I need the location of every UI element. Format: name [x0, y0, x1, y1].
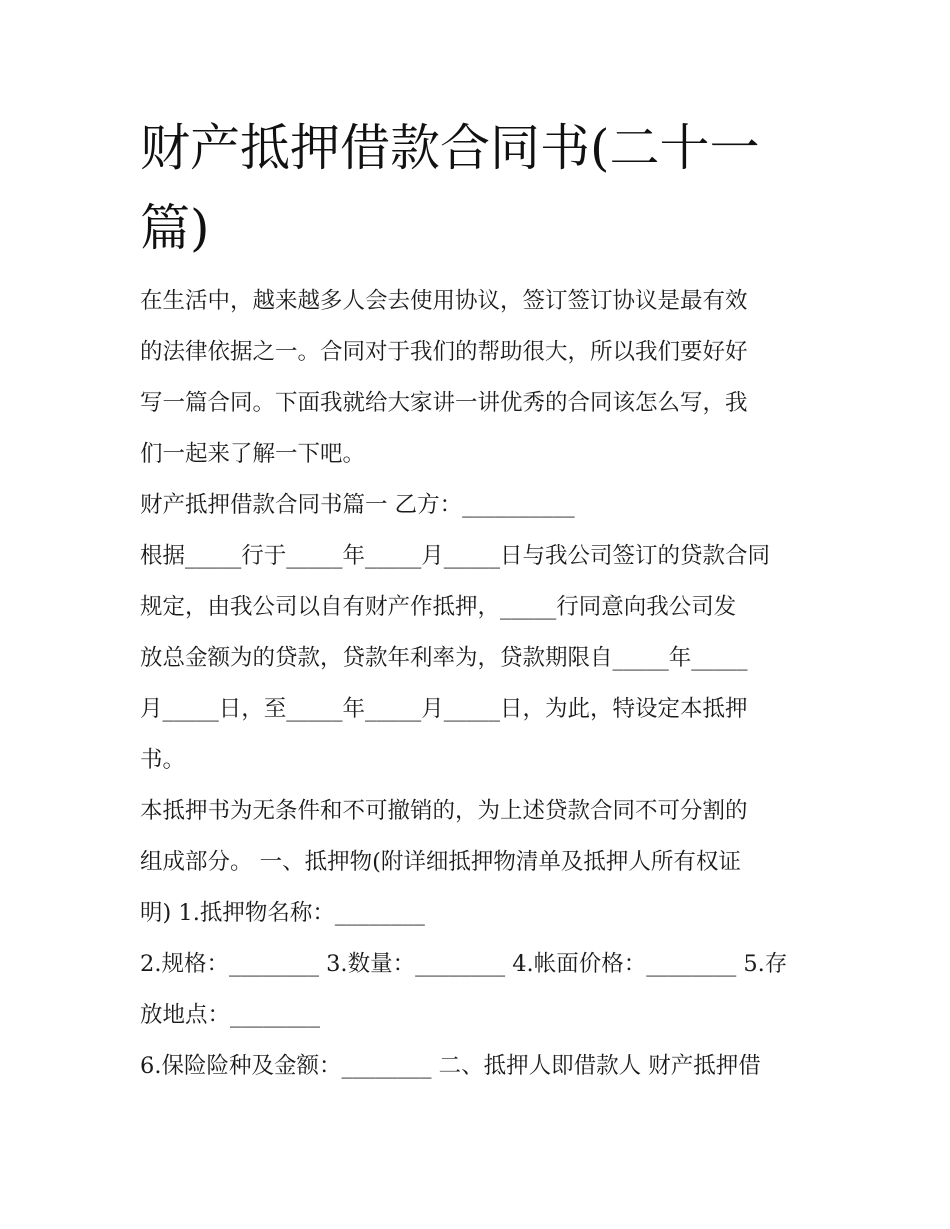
body-line: 放地点：________: [140, 1002, 321, 1028]
body-line: 书。: [140, 747, 186, 773]
body-line: 财产抵押借款合同书篇一 乙方：__________: [140, 492, 575, 518]
body-line: 本抵押书为无条件和不可撤销的，为上述贷款合同不可分割的: [140, 798, 748, 824]
body-line: 在生活中，越来越多人会去使用协议，签订签订协议是最有效: [140, 288, 748, 314]
body-line: 根据_____行于_____年_____月_____日与我公司签订的贷款合同: [140, 543, 771, 569]
body-line: 月_____日，至_____年_____月_____日，为此，特设定本抵押: [140, 696, 748, 722]
body-line: 2.规格：________ 3.数量：________ 4.帐面价格：________ 5.存: [140, 951, 788, 977]
document-title: [140, 108, 820, 268]
body-line: 们一起来了解一下吧。: [140, 441, 366, 467]
body-line: 的法律依据之一。合同对于我们的帮助很大，所以我们要好好: [140, 339, 748, 365]
body-line: 组成部分。 一、抵押物(附详细抵押物清单及抵押人所有权证: [140, 849, 741, 875]
body-line: 明) 1.抵押物名称：________: [140, 900, 425, 926]
document-body: [140, 276, 820, 1092]
title-line: 财产抵押借款合同书(二十一: [140, 119, 760, 177]
body-line: 6.保险险种及金额：________ 二、抵押人即借款人 财产抵押借: [140, 1053, 761, 1079]
body-line: 规定，由我公司以自有财产作抵押，_____行同意向我公司发: [140, 594, 737, 620]
body-line: 写一篇合同。下面我就给大家讲一讲优秀的合同该怎么写，我: [140, 390, 748, 416]
title-line: 篇): [140, 199, 210, 257]
body-line: 放总金额为的贷款，贷款年利率为，贷款期限自_____年_____: [140, 645, 748, 671]
